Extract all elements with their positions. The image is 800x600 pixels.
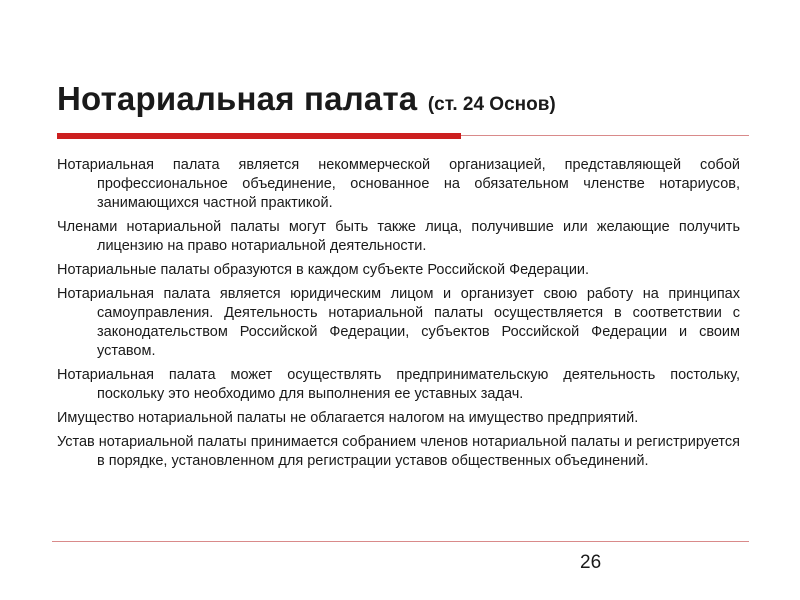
- body-paragraph: Имущество нотариальной палаты не облагается налогом на имущество предприятий.: [57, 410, 639, 426]
- slide-body: [57, 156, 740, 476]
- slide-title: [57, 80, 556, 118]
- body-paragraph: Нотариальная палата может осуществлять предпринимательскую деятельность постольку, поскольку это необходимо для выполнения ее уставных задач.: [57, 367, 740, 402]
- footer-divider-line: [52, 541, 749, 542]
- body-paragraph: Нотариальные палаты образуются в каждом субъекте Российской Федерации.: [57, 262, 590, 278]
- title-accent-bar: [57, 133, 461, 139]
- slide-title-subtitle: (ст. 24 Основ): [427, 94, 556, 115]
- slide-title-main: Нотариальная палата: [57, 80, 418, 117]
- page-number: 26: [580, 552, 602, 573]
- body-paragraph: Нотариальная палата является юридическим лицом и организует свою работу на принципах самоуправления. Деятельность нотариальной палаты осуществляется в соответствии с законодательством Российской Федерации, субъектов Российской Федерации и своим уставом.: [57, 286, 740, 359]
- body-paragraph: Нотариальная палата является некоммерческой организацией, представляющей собой профессиональное объединение, основанное на обязательном членстве нотариусов, занимающихся частной практикой.: [57, 157, 740, 211]
- body-paragraph: Членами нотариальной палаты могут быть также лица, получившие или желающие получить лицензию на право нотариальной деятельности.: [57, 219, 740, 254]
- title-divider-line: [461, 135, 749, 136]
- body-paragraph: Устав нотариальной палаты принимается собранием членов нотариальной палаты и регистрируется в порядке, установленном для регистрации уставов общественных объединений.: [57, 434, 740, 469]
